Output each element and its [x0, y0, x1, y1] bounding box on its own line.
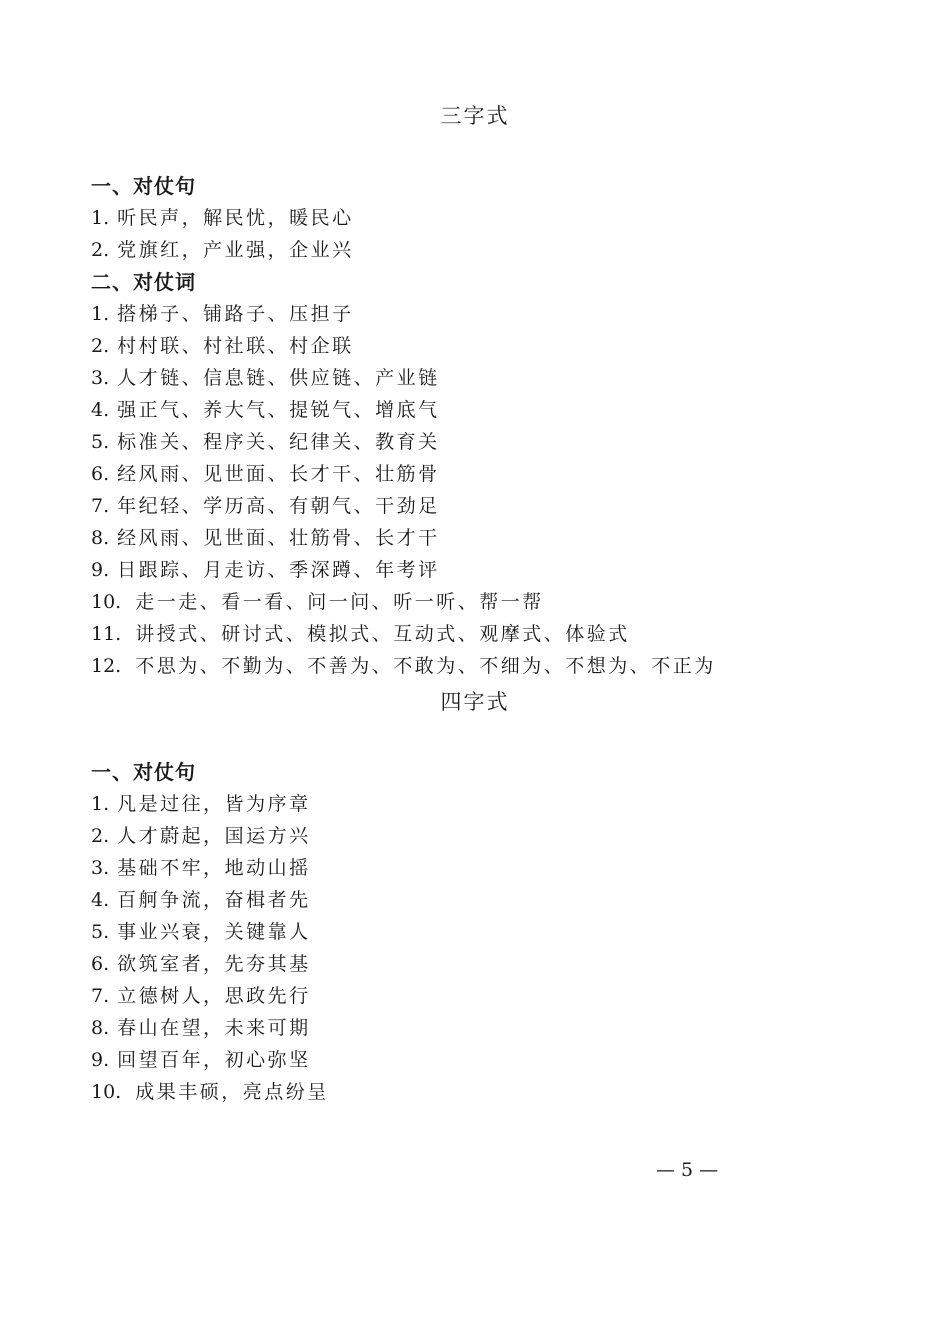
- list-item-text: 不思为、不勤为、不善为、不敢为、不细为、不想为、不正为: [135, 655, 716, 677]
- list-item-number: 5.: [91, 921, 110, 943]
- list-item: [91, 1012, 851, 1044]
- list-item: [91, 330, 851, 362]
- group-heading-antithetical-sentences: 一、对仗句: [91, 760, 196, 784]
- list-item: [91, 522, 851, 554]
- list-item-text: 凡是过往，皆为序章: [117, 793, 311, 815]
- list-item: [91, 586, 851, 618]
- list-item-text: 标准关、程序关、纪律关、教育关: [117, 431, 440, 453]
- list-item: [91, 618, 851, 650]
- list-item-number: 10.: [91, 1081, 122, 1103]
- list-item-number: 4.: [91, 889, 110, 911]
- list-item-text: 事业兴衰，关键靠人: [117, 921, 311, 943]
- section-title-three-char: 三字式: [440, 104, 510, 128]
- list-item: [91, 202, 851, 234]
- list-item-text: 百舸争流，奋楫者先: [117, 889, 311, 911]
- list-item-number: 2.: [91, 335, 110, 357]
- list-item-text: 春山在望，未来可期: [117, 1017, 311, 1039]
- list-item-text: 成果丰硕，亮点纷呈: [135, 1081, 329, 1103]
- list-item-number: 3.: [91, 367, 110, 389]
- list-item-number: 7.: [91, 495, 110, 517]
- list-item-number: 2.: [91, 825, 110, 847]
- list-item-text: 讲授式、研讨式、模拟式、互动式、观摩式、体验式: [135, 623, 630, 645]
- list-item: [91, 490, 851, 522]
- list-item: [91, 980, 851, 1012]
- list-item: [91, 948, 851, 980]
- list-item: [91, 298, 851, 330]
- list-item-text: 人才蔚起，国运方兴: [117, 825, 311, 847]
- list-item-text: 村村联、村社联、村企联: [117, 335, 354, 357]
- list-item-number: 9.: [91, 559, 110, 581]
- list-item-number: 4.: [91, 399, 110, 421]
- list-item-text: 欲筑室者，先夯其基: [117, 953, 311, 975]
- list-item-number: 1.: [91, 207, 110, 229]
- list-item-text: 人才链、信息链、供应链、产业链: [117, 367, 440, 389]
- list-item: [91, 1076, 851, 1108]
- list-item: [91, 426, 851, 458]
- list-item-number: 6.: [91, 953, 110, 975]
- list-item-text: 立德树人，思政先行: [117, 985, 311, 1007]
- list-item-text: 经风雨、见世面、长才干、壮筋骨: [117, 463, 440, 485]
- list-item: [91, 820, 851, 852]
- list-item-number: 2.: [91, 239, 110, 261]
- list-item-number: 8.: [91, 1017, 110, 1039]
- list-item: [91, 852, 851, 884]
- list-item: [91, 362, 851, 394]
- list-item: [91, 1044, 851, 1076]
- list-item-text: 年纪轻、学历高、有朝气、干劲足: [117, 495, 440, 517]
- list-item-text: 强正气、养大气、提锐气、增底气: [117, 399, 440, 421]
- list-item-text: 搭梯子、铺路子、压担子: [117, 303, 354, 325]
- list-item: [91, 788, 851, 820]
- list-item-text: 日跟踪、月走访、季深蹲、年考评: [117, 559, 440, 581]
- list-item-number: 11.: [91, 623, 122, 645]
- list-item-number: 7.: [91, 985, 110, 1007]
- list-item: [91, 916, 851, 948]
- page-number: — 5 —: [656, 1159, 719, 1181]
- list-item-number: 1.: [91, 303, 110, 325]
- group-heading-antithetical-sentences: 一、对仗句: [91, 174, 196, 198]
- list-item: [91, 394, 851, 426]
- group-heading-antithetical-words: 二、对仗词: [91, 270, 196, 294]
- section-four-char-body: [91, 756, 851, 1108]
- list-item-number: 6.: [91, 463, 110, 485]
- section-three-char-body: [91, 170, 851, 682]
- list-item-number: 1.: [91, 793, 110, 815]
- list-item-text: 党旗红，产业强，企业兴: [117, 239, 354, 261]
- list-item-number: 10.: [91, 591, 122, 613]
- list-item: [91, 884, 851, 916]
- list-item: [91, 554, 851, 586]
- list-item-text: 回望百年，初心弥坚: [117, 1049, 311, 1071]
- list-item-text: 走一走、看一看、问一问、听一听、帮一帮: [135, 591, 544, 613]
- list-item-number: 9.: [91, 1049, 110, 1071]
- list-item-number: 5.: [91, 431, 110, 453]
- list-item: [91, 458, 851, 490]
- list-item: [91, 234, 851, 266]
- list-item-text: 经风雨、见世面、壮筋骨、长才干: [117, 527, 440, 549]
- list-item-number: 12.: [91, 655, 122, 677]
- list-item-text: 基础不牢，地动山摇: [117, 857, 311, 879]
- list-item: [91, 650, 851, 682]
- list-item-number: 8.: [91, 527, 110, 549]
- list-item-number: 3.: [91, 857, 110, 879]
- list-item-text: 听民声，解民忧，暖民心: [117, 207, 354, 229]
- section-title-four-char: 四字式: [440, 690, 510, 714]
